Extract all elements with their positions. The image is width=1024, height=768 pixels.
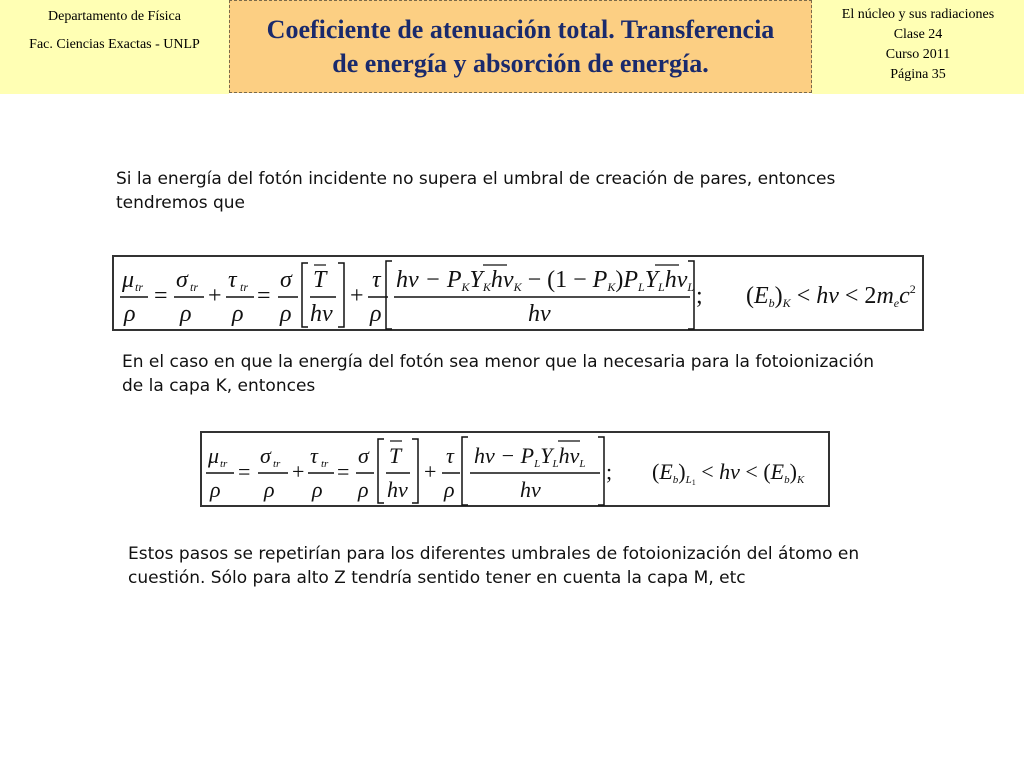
svg-text:τ: τ [310, 443, 318, 468]
svg-text:μ: μ [122, 267, 135, 293]
svg-text:hv: hv [387, 477, 408, 502]
slide-title-line1: Coeficiente de atenuación total. Transferencia [266, 15, 775, 44]
equation-1-box [112, 255, 924, 331]
svg-text:ρ: ρ [264, 477, 275, 502]
svg-text:;: ; [696, 283, 703, 309]
svg-text:ρ: ρ [358, 477, 369, 502]
paragraph-2-line2: de la capa K, entonces [122, 376, 316, 396]
svg-text:+: + [208, 283, 222, 309]
class-label: Clase 24 [893, 27, 943, 42]
svg-text:=: = [154, 283, 168, 309]
paragraph-2-line1: En el caso en que la energía del fotón sea menor que la necesaria para la fotoionización [122, 352, 875, 372]
svg-text:ρ: ρ [370, 301, 382, 327]
slide-title-box [229, 0, 812, 93]
svg-text:μ: μ [208, 443, 220, 468]
svg-text:hv: hv [310, 301, 333, 327]
svg-text:;: ; [606, 459, 613, 484]
svg-text:ρ: ρ [210, 477, 221, 502]
svg-text:tr: tr [190, 280, 199, 294]
svg-text:ρ: ρ [444, 477, 455, 502]
svg-text:τ: τ [228, 267, 237, 293]
slide-title-line2: de energía y absorción de energía. [332, 49, 709, 78]
svg-text:ρ: ρ [180, 301, 192, 327]
equation-1 [114, 257, 926, 333]
svg-text:+: + [350, 283, 364, 309]
svg-text:tr: tr [220, 458, 228, 470]
svg-text:=: = [257, 283, 271, 309]
svg-text:tr: tr [135, 280, 144, 294]
faculty-label: Fac. Ciencias Exactas - UNLP [29, 37, 200, 52]
paragraph-3 [128, 542, 859, 590]
svg-text:ρ: ρ [280, 301, 292, 327]
svg-text:=: = [238, 459, 251, 484]
paragraph-1-line2: tendremos que [116, 193, 246, 213]
department-label: Departamento de Física [48, 9, 181, 24]
svg-text:hv: hv [520, 477, 541, 502]
svg-text:+: + [424, 459, 437, 484]
paragraph-2 [122, 350, 874, 398]
paragraph-3-line1: Estos pasos se repetirían para los diferentes umbrales de fotoionización del átomo en [128, 544, 860, 564]
svg-text:(Eb)K < hv < 2mec2: (Eb)K < hv < 2mec$^2$ [746, 282, 916, 310]
svg-text:hv − PLYLhvL: hv − PLYLhvL [474, 443, 586, 470]
year-label: Curso 2011 [885, 47, 951, 62]
svg-text:τ: τ [446, 443, 454, 468]
page-label: Página 35 [890, 67, 946, 82]
paragraph-3-line2: cuestión. Sólo para alto Z tendría sentido tener en cuenta la capa M, etc [128, 568, 746, 588]
svg-text:ρ: ρ [124, 301, 136, 327]
header-course-box [812, 0, 1024, 94]
svg-text:σ: σ [358, 443, 369, 468]
svg-text:tr: tr [240, 280, 249, 294]
svg-text:T: T [313, 267, 327, 293]
svg-text:ρ: ρ [232, 301, 244, 327]
svg-text:=: = [337, 459, 350, 484]
equation-2-box [200, 431, 830, 507]
equation-2 [202, 433, 832, 509]
svg-text:tr: tr [321, 458, 329, 470]
header-department-box [0, 0, 229, 94]
svg-text:τ: τ [372, 267, 381, 293]
svg-text:σ: σ [280, 267, 292, 293]
paragraph-1 [116, 167, 835, 215]
svg-text:hv: hv [528, 301, 551, 327]
svg-text:+: + [292, 459, 305, 484]
svg-text:(Eb)L1 < hv < (Eb)K: (Eb)L1 < hv < (Eb)K [652, 459, 805, 487]
svg-text:σ: σ [260, 443, 271, 468]
svg-text:hv − PKYKhvK − (1 − PK)PLYLhvL: hv − PKYKhvK − (1 − PK)PLYLhvL [396, 267, 695, 294]
svg-text:T: T [389, 443, 402, 468]
svg-text:σ: σ [176, 267, 188, 293]
course-name-label: El núcleo y sus radiaciones [841, 7, 995, 22]
paragraph-1-line1: Si la energía del fotón incidente no supera el umbral de creación de pares, entonces [116, 169, 836, 189]
svg-text:tr: tr [273, 458, 281, 470]
svg-text:ρ: ρ [312, 477, 323, 502]
